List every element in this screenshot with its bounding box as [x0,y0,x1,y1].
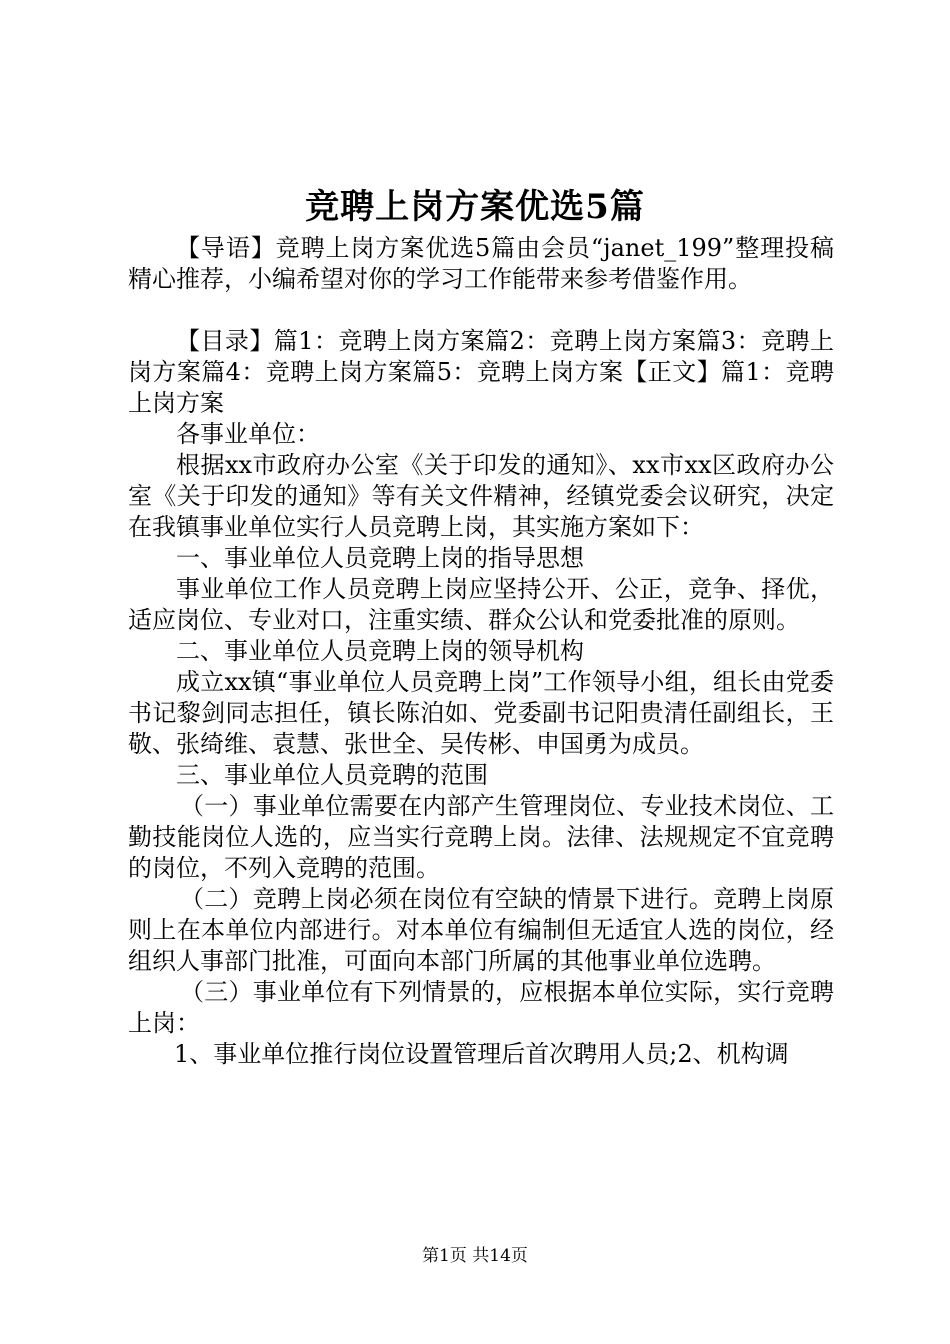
body-paragraph: （二）竞聘上岗必须在岗位有空缺的情景下进行。竞聘上岗原则上在本单位内部进行。对本单位有编制但无适宜人选的岗位，经组织人事部门批准，可面向本部门所属的其他事业单位选聘。 [128,885,834,975]
body-paragraph: 成立xx镇“事业单位人员竞聘上岗”工作领导小组，组长由党委书记黎剑同志担任，镇长陈泊如、党委副书记阳贵清任副组长，王敬、张绮维、袁慧、张世全、吴传彬、申国勇为成员。 [128,668,834,758]
body-paragraph: 根据xx市政府办公室《关于印发的通知》、xx市xx区政府办公室《关于印发的通知》等有关文件精神，经镇党委会议研究，决定在我镇事业单位实行人员竞聘上岗，其实施方案如下： [128,451,834,541]
paragraph-gap [128,295,834,326]
body-paragraph: 1、事业单位推行岗位设置管理后首次聘用人员;2、机构调 [174,1040,789,1068]
document-title: 竞聘上岗方案优选5篇 [305,187,645,227]
toc-paragraph: 【目录】篇1：竞聘上岗方案篇2：竞聘上岗方案篇3：竞聘上岗方案篇4：竞聘上岗方案篇5：竞聘上岗方案【正文】篇1：竞聘上岗方案 [128,327,834,417]
section-heading: 一、事业单位人员竞聘上岗的指导思想 [176,544,584,572]
body-paragraph: 事业单位工作人员竞聘上岗应坚持公开、公正，竞争、择优，适应岗位、专业对口，注重实绩、群众公认和党委批准的原则。 [128,575,834,634]
body-paragraph: （三）事业单位有下列情景的，应根据本单位实际，实行竞聘上岗： [128,978,834,1037]
intro-paragraph: 【导语】竞聘上岗方案优选5篇由会员“janet_199”整理投稿精心推荐，小编希望对你的学习工作能带来参考借鉴作用。 [128,234,834,293]
body-paragraph: （一）事业单位需要在内部产生管理岗位、专业技术岗位、工勤技能岗位人选的，应当实行竞聘上岗。法律、法规规定不宜竞聘的岗位，不列入竞聘的范围。 [128,792,834,882]
section-heading: 二、事业单位人员竞聘上岗的领导机构 [176,637,584,665]
page-footer: 第1页 共14页 [422,1246,528,1266]
salutation: 各事业单位： [176,420,320,448]
document-body [128,233,834,1070]
section-heading: 三、事业单位人员竞聘的范围 [176,761,488,789]
